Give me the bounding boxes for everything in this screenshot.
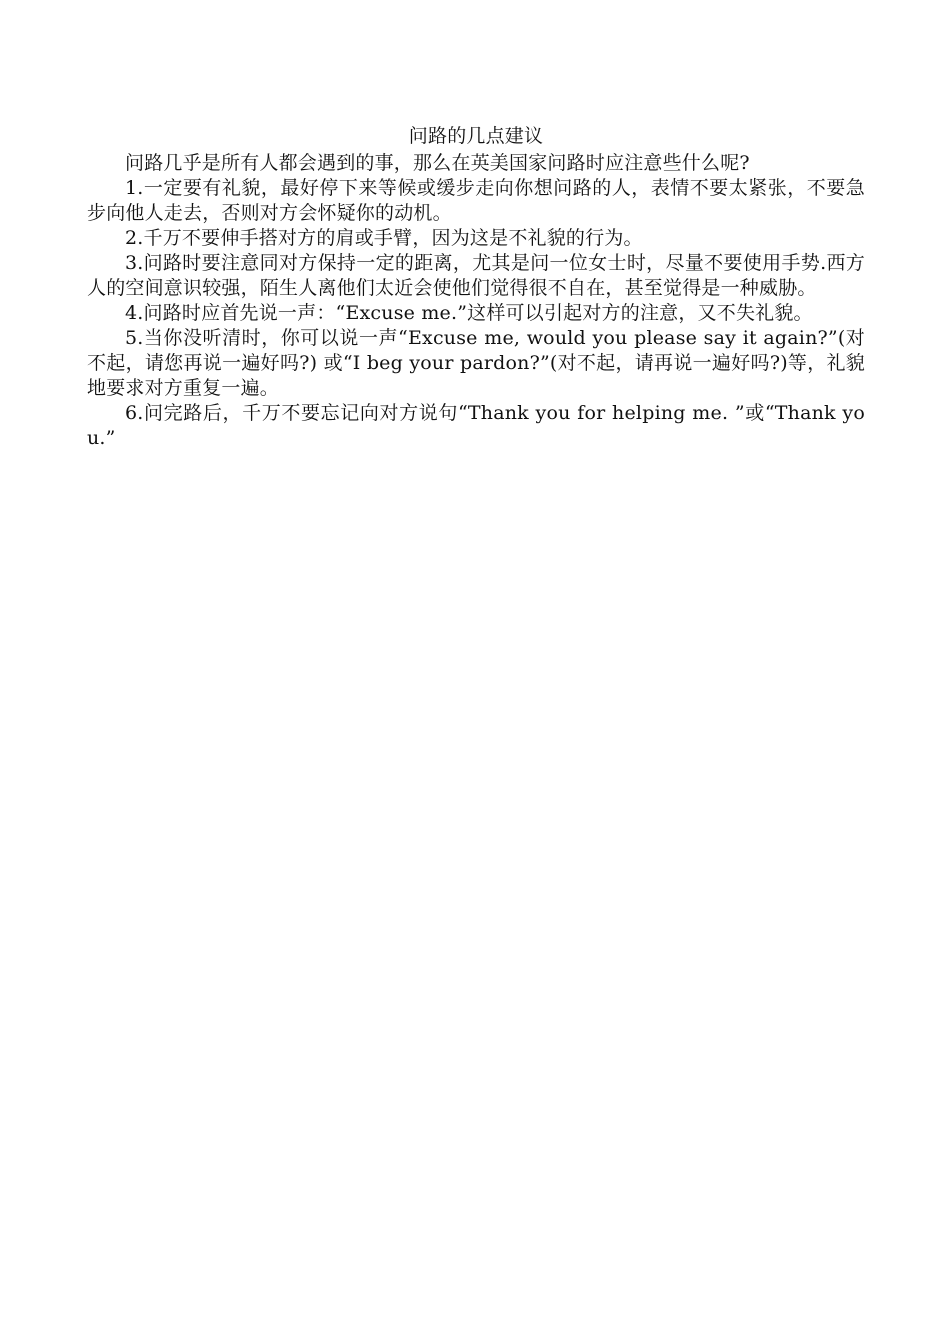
tip-paragraph-3: 3.问路时要注意同对方保持一定的距离，尤其是问一位女士时，尽量不要使用手势.西方人的空间意识较强，陌生人离他们太近会使他们觉得很不自在，甚至觉得是一种威胁。: [87, 252, 865, 299]
tip-paragraph-5: 5.当你没听清时，你可以说一声“Excuse me, would you please say it again?”(对不起，请您再说一遍好吗?) 或“I beg your pardon?”(对不起，请再说一遍好吗?)等，礼貌地要求对方重复一遍。: [87, 327, 865, 399]
tip-paragraph-2: 2.千万不要伸手搭对方的肩或手臂，因为这是不礼貌的行为。: [125, 227, 643, 249]
document-title: 问路的几点建议: [408, 125, 544, 147]
tip-paragraph-1: 1.一定要有礼貌，最好停下来等候或缓步走向你想问路的人，表情不要太紧张，不要急步向他人走去，否则对方会怀疑你的动机。: [87, 177, 865, 224]
document-body: [87, 124, 865, 451]
tip-paragraph-4: 4.问路时应首先说一声：“Excuse me.”这样可以引起对方的注意，又不失礼貌。: [125, 302, 813, 324]
tip-paragraph-6: 6.问完路后，千万不要忘记向对方说句“Thank you for helping me. ”或“Thank you.”: [87, 402, 865, 449]
intro-paragraph: 问路几乎是所有人都会遇到的事，那么在英美国家问路时应注意些什么呢?: [125, 152, 750, 174]
